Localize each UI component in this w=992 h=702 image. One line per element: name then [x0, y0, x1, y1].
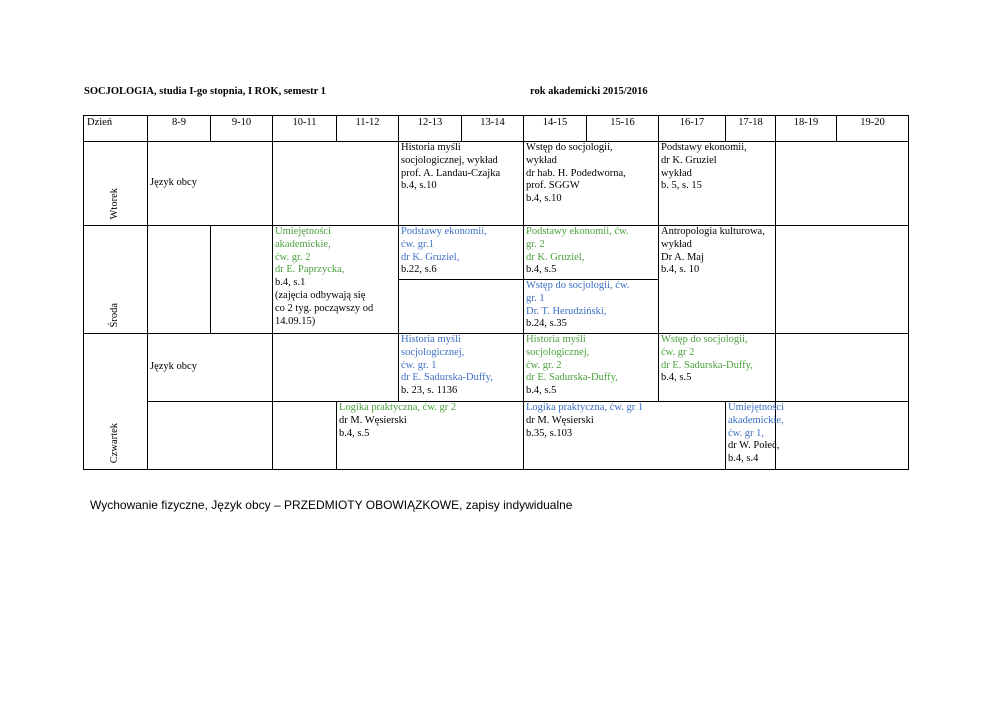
class-cell-line: Podstawy ekonomii,	[401, 226, 487, 237]
class-cell-line: dr E. Sadurska-Duffy,	[401, 372, 493, 384]
hour-header: 18-19	[776, 116, 837, 142]
class-cell-line: ćw. gr.1	[401, 238, 434, 250]
class-cell-line: b. 5, s. 15	[661, 180, 702, 192]
wednesday-row	[84, 226, 909, 280]
class-cell-line: b.4, s.5	[526, 264, 557, 276]
empty-cell	[211, 226, 273, 334]
class-cell-line: Wstęp do socjologii, ćw.	[526, 280, 630, 291]
hour-header: 13-14	[462, 116, 524, 142]
hour-header: 14-15	[524, 116, 587, 142]
class-cell-line: dr W. Połeć,	[728, 440, 780, 452]
schedule-table	[83, 115, 909, 470]
empty-cell	[776, 334, 909, 402]
header-row	[84, 116, 909, 142]
schedule-title: SOCJOLOGIA, studia I-go stopnia, I ROK, semestr 1	[84, 86, 326, 97]
class-cell	[524, 334, 659, 402]
day-column-header: Dzień	[84, 116, 148, 142]
empty-cell	[148, 402, 273, 470]
class-cell-line: ćw. gr 2	[661, 346, 695, 358]
empty-cell	[776, 226, 909, 334]
hour-header: 16-17	[659, 116, 726, 142]
class-cell	[659, 226, 776, 334]
class-cell-line: prof. SGGW	[526, 180, 580, 192]
day-label: Wtorek	[109, 187, 121, 219]
class-cell	[659, 142, 776, 226]
class-cell-line: Logika praktyczna, ćw. gr 1	[526, 402, 644, 413]
empty-cell	[273, 142, 399, 226]
class-cell	[524, 142, 659, 226]
empty-cell	[148, 226, 211, 334]
class-cell-line: dr M. Węsierski	[526, 414, 594, 426]
class-cell-line: dr M. Węsierski	[339, 414, 407, 426]
class-cell-line: dr hab. H. Podedworna,	[526, 167, 626, 179]
day-cell-tuesday	[84, 142, 148, 226]
class-cell	[148, 334, 273, 402]
empty-cell	[776, 402, 909, 470]
class-cell-line: b.4, s.10	[526, 193, 562, 205]
class-cell-line: socjologicznej, wykład	[401, 154, 498, 166]
hour-header: 17-18	[726, 116, 776, 142]
hour-header: 8-9	[148, 116, 211, 142]
class-cell	[524, 402, 726, 470]
class-cell-line: wykład	[661, 167, 692, 179]
footer-note: Wychowanie fizyczne, Język obcy – PRZEDMIOTY OBOWIĄZKOWE, zapisy indywidualne	[90, 498, 573, 512]
class-cell-line: dr K. Gruziel,	[526, 251, 585, 263]
class-cell-line: ćw. gr. 1	[401, 359, 437, 371]
class-cell-line: Podstawy ekonomii,	[661, 142, 747, 153]
hour-header: 15-16	[587, 116, 659, 142]
class-cell-line: dr E. Sadurska-Duffy,	[661, 359, 753, 371]
academic-year: rok akademicki 2015/2016	[530, 86, 648, 97]
class-cell	[148, 142, 273, 226]
class-cell	[399, 334, 524, 402]
class-cell-line: akademickie,	[275, 238, 331, 250]
class-cell-line: Antropologia kulturowa,	[661, 226, 765, 237]
class-cell-line: b.4, s.5	[526, 385, 557, 397]
class-cell-line: b.4, s.10	[401, 180, 437, 192]
class-cell-line: Umiejętności	[275, 226, 331, 237]
day-label: Środa	[109, 302, 121, 327]
class-cell-line: b.4, s. 10	[661, 264, 700, 276]
class-cell-line: b.4, s.4	[728, 453, 759, 465]
class-cell-line: b. 23, s. 1136	[401, 385, 458, 397]
class-cell-line: ćw. gr. 2	[526, 359, 562, 371]
class-cell-line: ćw. gr 1,	[728, 427, 765, 439]
day-label: Czwartek	[109, 422, 121, 463]
class-cell-line: b.4, s.5	[661, 372, 692, 384]
class-cell	[399, 142, 524, 226]
thursday-row	[84, 334, 909, 402]
class-cell-line: Umiejętności	[728, 402, 784, 413]
empty-cell	[776, 142, 909, 226]
class-cell	[659, 334, 776, 402]
thursday-row-2	[84, 402, 909, 470]
class-cell-line: wykład	[526, 154, 557, 166]
class-cell	[524, 226, 659, 280]
tuesday-row	[84, 142, 909, 226]
empty-cell	[273, 402, 337, 470]
class-cell-line: dr K. Gruziel,	[401, 251, 460, 263]
class-cell-line: Dr. T. Herudziński,	[526, 305, 607, 317]
empty-cell	[399, 280, 524, 334]
class-cell-line: (zajęcia odbywają się	[275, 289, 366, 301]
class-cell-line: gr. 2	[526, 238, 545, 250]
class-cell-line: Wstęp do socjologii,	[661, 334, 748, 345]
class-cell-line: Język obcy	[150, 361, 197, 373]
class-cell	[524, 280, 659, 334]
class-cell-line: b.35, s.103	[526, 427, 573, 439]
hour-header: 19-20	[837, 116, 909, 142]
hour-header: 10-11	[273, 116, 337, 142]
class-cell-line: b.24, s.35	[526, 318, 567, 330]
class-cell-line: b.22, s.6	[401, 264, 437, 276]
hour-header: 9-10	[211, 116, 273, 142]
empty-cell	[273, 334, 399, 402]
class-cell-line: co 2 tyg. począwszy od	[275, 302, 374, 314]
class-cell-line: gr. 1	[526, 292, 545, 304]
class-cell-line: Podstawy ekonomii, ćw.	[526, 226, 629, 237]
class-cell-line: b.4, s.1	[275, 277, 306, 289]
class-cell-line: prof. A. Landau-Czajka	[401, 167, 501, 179]
class-cell-line: wykład	[661, 238, 692, 250]
class-cell-line: dr E. Paprzycka,	[275, 264, 345, 276]
class-cell-line: socjologicznej,	[401, 346, 465, 358]
class-cell-line: Język obcy	[150, 177, 197, 189]
class-cell-line: ćw. gr. 2	[275, 251, 311, 263]
class-cell	[726, 402, 784, 470]
class-cell-line: Historia myśli	[526, 334, 586, 345]
class-cell-line: dr E. Sadurska-Duffy,	[526, 372, 618, 384]
class-cell-line: socjologicznej,	[526, 346, 590, 358]
class-cell	[399, 226, 524, 280]
class-cell	[273, 226, 399, 334]
class-cell-line: dr K. Gruziel	[661, 154, 717, 166]
class-cell-line: akademickie,	[728, 414, 784, 426]
class-cell-line: Historia myśli	[401, 334, 461, 345]
class-cell-line: Wstęp do socjologii,	[526, 142, 613, 153]
hour-header: 11-12	[337, 116, 399, 142]
class-cell-line: Historia myśli	[401, 142, 461, 153]
class-cell-line: Dr A. Maj	[661, 251, 704, 263]
class-cell-line: 14.09.15)	[275, 315, 316, 327]
class-cell-line: Logika praktyczna, ćw. gr 2	[339, 402, 457, 413]
class-cell	[337, 402, 524, 470]
class-cell-line: b.4, s.5	[339, 427, 370, 439]
day-cell-thursday	[84, 334, 148, 470]
day-cell-wednesday	[84, 226, 148, 334]
hour-header: 12-13	[399, 116, 462, 142]
